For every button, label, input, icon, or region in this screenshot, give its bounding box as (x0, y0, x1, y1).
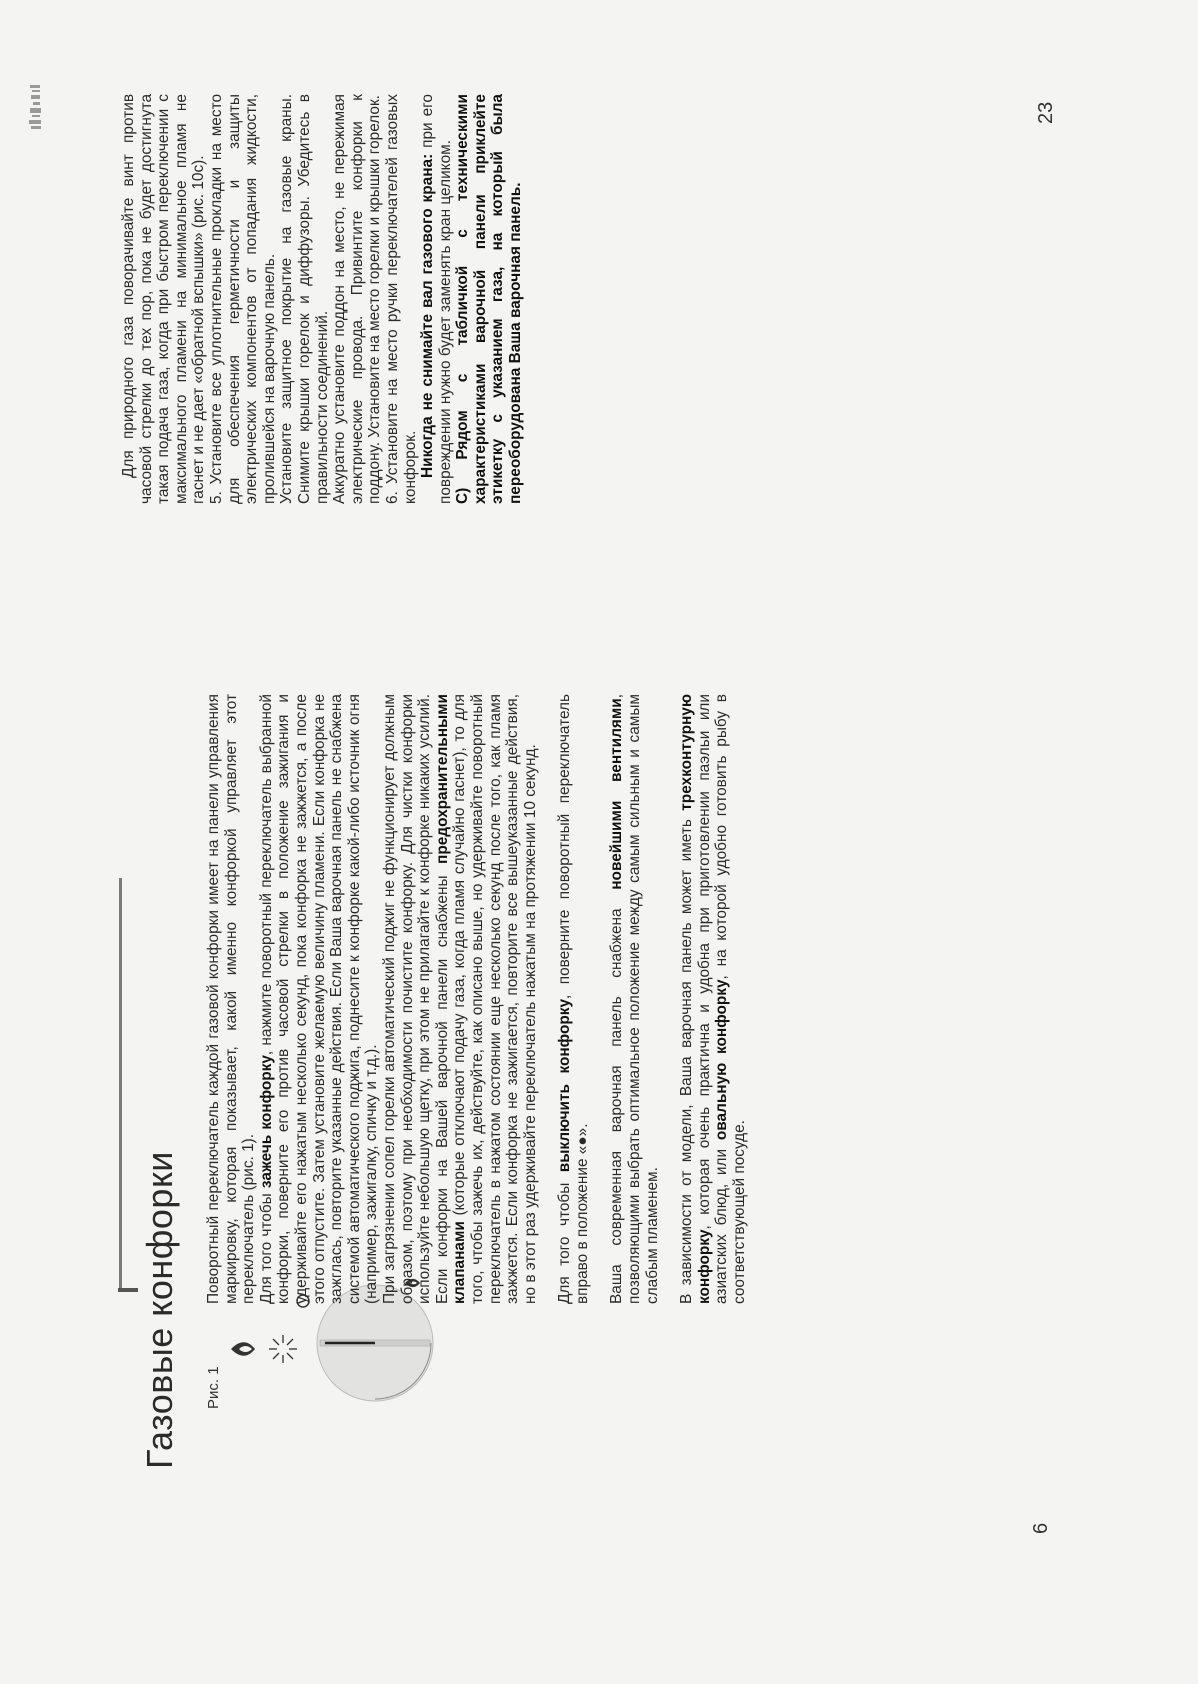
bold-text: овальную конфорку (713, 979, 731, 1141)
scan-artifact (28, 83, 44, 129)
bold-text: зажечь конфорку (257, 1055, 275, 1189)
left-page-text (205, 694, 749, 1304)
paragraph (258, 694, 381, 1304)
text-run: 5. Установите все уплотнительные прокладки на место для обеспечения герметичности и защиты электрических компонентов от попадания жидкости, пролившейся на варочную панель. (207, 94, 278, 504)
text-run: Для того чтобы (257, 1188, 275, 1304)
bold-text: предохранительными клапанами (433, 694, 469, 1304)
text-run: , позволяющими выбрать оптимальное положение между самым сильным и самым слабым пламенем. (608, 693, 661, 1304)
text-run: , на которой удобно готовить рыбу в соответствующей посуде. (713, 694, 749, 1304)
right-page-text (120, 94, 525, 504)
paragraph (419, 94, 454, 504)
paragraph (678, 694, 748, 1304)
paragraph (381, 694, 539, 1304)
paragraph (278, 94, 331, 504)
text-run: (которые отключают подачу газа, когда пламя случайно гаснет), то для того, чтобы зажечь их, действуйте, как описано выше, но удерживайте поворотный переключатель в нажатом состоянии еще несколько секунд после того, как пламя зажжется. Если конфорка не зажигается, повторите все вышеуказанные действия, но в этот раз удерживайте переключатель нажатым на протяжении 10 секунд. (451, 694, 539, 1304)
text-run: , которая очень практична и удобна при приготовлении паэльи или азиатских блюд, или (695, 694, 731, 1304)
text-run: Для того чтобы (556, 1172, 574, 1304)
page-number-right: 23 (1035, 101, 1057, 124)
text-run: , нажмите поворотный переключатель выбранной конфорки, поверните его против часовой стрелки в положение зажигания и удерживайте его нажатым несколько секунд, пока конфорка не зажжется, а после этого отпустите. Затем установите желаемую величину пламени. Если конфорка не зажглась, повторите указанные действия. Если Ваша варочная панель не снабжена системой автоматического поджига, поднесите к конфорке какой-либо источник огня (например, зажигалку, спичку и т.д.). (257, 694, 381, 1304)
bold-text: C) Рядом с табличкой с техническими характеристиками варочной панели приклейте этикетку с указанием газа, на который была переоборудована Ваша варочная панель. (454, 94, 525, 504)
text-run: Поворотный переключатель каждой газовой конфорки имеет на панели управления маркировку, которая показывает, какой именно конфоркой управляет этот переключатель (рис. 1). (205, 694, 258, 1304)
bold-text: Никогда не снимайте вал газового крана: (419, 153, 437, 478)
bold-text: выключить конфорку (556, 998, 574, 1173)
text-run: Установите защитное покрытие на газовые краны. Снимите крышки горелок и диффузоры. Убедитесь в правильности соединений. (278, 94, 331, 504)
paragraph (120, 94, 208, 504)
paragraph (205, 694, 258, 1304)
paragraph (384, 94, 419, 504)
text-run: При загрязнении сопел горелки автоматический поджиг не функционирует должным образом, поэтому при необходимости почистите конфорку. Для чистки конфорки используйте небольшую щетку, при этом не прилагайте к конфорке никаких усилий. Если конфорки на Вашей варочной панели снабжены (380, 694, 451, 1304)
bold-text: новейшими вентилями (608, 698, 626, 890)
page-title: Газовые конфорки (139, 1151, 180, 1469)
text-run: В зависимости от модели, Ваша варочная панель может иметь (678, 810, 696, 1304)
spark-icon (269, 1335, 297, 1363)
text-run: Для природного газа поворачивайте винт против часовой стрелки до тех пор, пока не будет достигнута такая подача газа, когда при быстром переключении с максимального пламени на минимальное пламя не гаснет и не дает «обратной вспышки» (рис. 10c). (120, 94, 208, 504)
text-run: 6. Установите на место ручки переключателей газовых конфорок. (383, 94, 419, 504)
title-rule-marker (118, 1288, 138, 1292)
flame-icon (231, 1342, 255, 1356)
text-run: Ваша современная варочная панель снабжена (608, 889, 626, 1304)
text-run: , поверните поворотный переключатель вправо в положение «●». (556, 694, 591, 1304)
page-number-left: 6 (1030, 1522, 1052, 1534)
bold-text: трехконтурную конфорку (678, 694, 713, 1304)
paragraph (331, 94, 384, 504)
text-run: при его повреждении нужно будет заменять кран целиком. (419, 94, 454, 504)
paragraph (556, 694, 591, 1304)
title-rule (119, 878, 122, 1288)
paragraph (208, 94, 278, 504)
text-run: Аккуратно установите поддон на место, не пережимая электрические провода. Привинтите конфорки к поддону. Установите на место горелки и крышки горелок. (331, 94, 384, 504)
paragraph (608, 694, 661, 1304)
paragraph (454, 94, 524, 504)
figure-label: Рис. 1 (205, 1366, 222, 1409)
